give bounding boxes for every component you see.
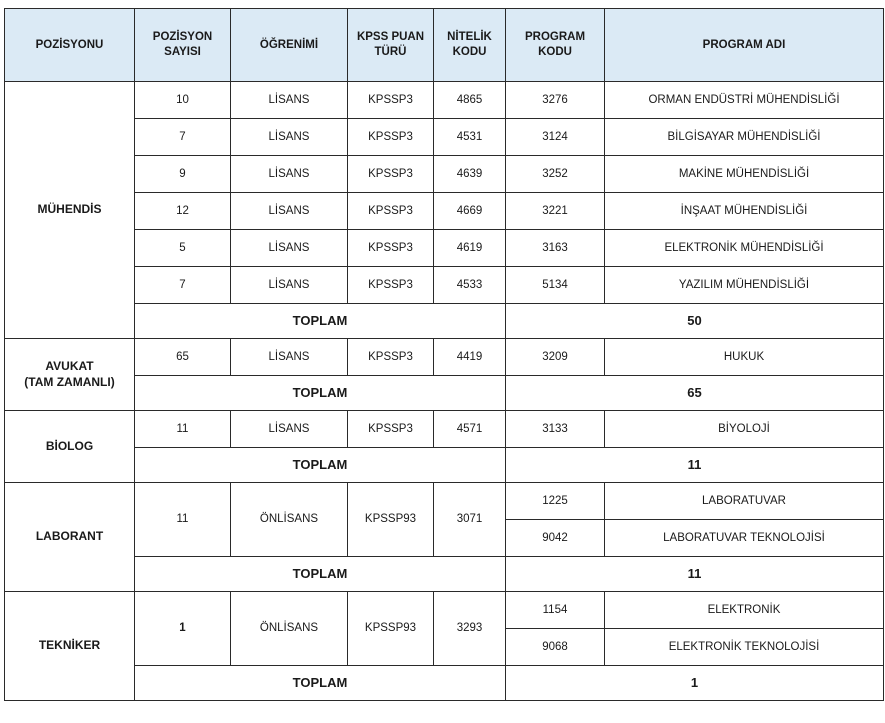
cell-ogrenim: LİSANS (231, 267, 348, 304)
cell-program-kodu: 5134 (506, 267, 605, 304)
cell-nitelik: 4865 (434, 82, 506, 119)
total-value: 11 (506, 448, 884, 483)
cell-program-kodu: 3133 (506, 411, 605, 448)
cell-program-kodu: 3124 (506, 119, 605, 156)
cell-sayi: 12 (135, 193, 231, 230)
cell-sayi: 65 (135, 339, 231, 376)
total-value: 65 (506, 376, 884, 411)
total-label: TOPLAM (135, 666, 506, 701)
cell-program-kodu: 1225 (506, 483, 605, 520)
cell-kpss: KPSSP3 (348, 156, 434, 193)
cell-program-adi: HUKUK (605, 339, 884, 376)
cell-kpss: KPSSP3 (348, 267, 434, 304)
total-row (5, 376, 884, 411)
cell-program-adi: BİLGİSAYAR MÜHENDİSLİĞİ (605, 119, 884, 156)
table-row (5, 193, 884, 230)
position-table (4, 8, 884, 701)
header-ogrenim: ÖĞRENİMİ (231, 9, 348, 82)
cell-kpss: KPSSP3 (348, 193, 434, 230)
table-row (5, 230, 884, 267)
cell-nitelik: 4531 (434, 119, 506, 156)
cell-program-adi: ELEKTRONİK (605, 592, 884, 629)
cell-program-adi: İNŞAAT MÜHENDİSLİĞİ (605, 193, 884, 230)
cell-sayi: 5 (135, 230, 231, 267)
total-row (5, 304, 884, 339)
cell-sayi: 10 (135, 82, 231, 119)
cell-nitelik: 3293 (434, 592, 506, 666)
table-row (5, 483, 884, 520)
total-value: 11 (506, 557, 884, 592)
cell-ogrenim: LİSANS (231, 339, 348, 376)
header-pozisyon: POZİSYONU (5, 9, 135, 82)
cell-nitelik: 4533 (434, 267, 506, 304)
cell-program-adi: BİYOLOJİ (605, 411, 884, 448)
cell-program-adi: ELEKTRONİK MÜHENDİSLİĞİ (605, 230, 884, 267)
cell-program-kodu: 3276 (506, 82, 605, 119)
position-biolog: BİOLOG (5, 411, 135, 483)
document-page (4, 8, 883, 701)
position-tekniker: TEKNİKER (5, 592, 135, 701)
cell-sayi: 11 (135, 483, 231, 557)
header-program-adi: PROGRAM ADI (605, 9, 884, 82)
cell-sayi: 9 (135, 156, 231, 193)
cell-program-kodu: 9042 (506, 520, 605, 557)
cell-kpss: KPSSP3 (348, 230, 434, 267)
cell-sayi: 7 (135, 267, 231, 304)
cell-program-adi: MAKİNE MÜHENDİSLİĞİ (605, 156, 884, 193)
cell-program-adi: ELEKTRONİK TEKNOLOJİSİ (605, 629, 884, 666)
total-label: TOPLAM (135, 557, 506, 592)
position-line-1: AVUKAT (45, 358, 94, 373)
cell-program-adi: LABORATUVAR (605, 483, 884, 520)
cell-nitelik: 4419 (434, 339, 506, 376)
table-row (5, 592, 884, 629)
position-laborant: LABORANT (5, 483, 135, 592)
total-label: TOPLAM (135, 448, 506, 483)
total-row (5, 448, 884, 483)
cell-program-kodu: 3221 (506, 193, 605, 230)
cell-ogrenim: ÖNLİSANS (231, 592, 348, 666)
cell-program-adi: YAZILIM MÜHENDİSLİĞİ (605, 267, 884, 304)
cell-nitelik: 3071 (434, 483, 506, 557)
cell-ogrenim: LİSANS (231, 193, 348, 230)
cell-nitelik: 4571 (434, 411, 506, 448)
cell-program-kodu: 3209 (506, 339, 605, 376)
cell-program-kodu: 3163 (506, 230, 605, 267)
total-label: TOPLAM (135, 304, 506, 339)
cell-nitelik: 4669 (434, 193, 506, 230)
table-row (5, 156, 884, 193)
cell-kpss: KPSSP93 (348, 592, 434, 666)
table-row (5, 411, 884, 448)
total-row (5, 666, 884, 701)
cell-ogrenim: LİSANS (231, 156, 348, 193)
position-line-2: (TAM ZAMANLI) (24, 374, 115, 389)
header-row (5, 9, 884, 82)
header-program-kodu: PROGRAM KODU (506, 9, 605, 82)
cell-ogrenim: LİSANS (231, 411, 348, 448)
cell-program-kodu: 9068 (506, 629, 605, 666)
total-row (5, 557, 884, 592)
cell-kpss: KPSSP3 (348, 411, 434, 448)
cell-sayi: 7 (135, 119, 231, 156)
cell-kpss: KPSSP3 (348, 339, 434, 376)
position-avukat (5, 339, 135, 411)
table-row (5, 119, 884, 156)
cell-program-adi: ORMAN ENDÜSTRİ MÜHENDİSLİĞİ (605, 82, 884, 119)
cell-nitelik: 4619 (434, 230, 506, 267)
cell-ogrenim: LİSANS (231, 82, 348, 119)
cell-kpss: KPSSP93 (348, 483, 434, 557)
cell-ogrenim: ÖNLİSANS (231, 483, 348, 557)
cell-program-kodu: 1154 (506, 592, 605, 629)
cell-program-adi: LABORATUVAR TEKNOLOJİSİ (605, 520, 884, 557)
position-muhendis: MÜHENDİS (5, 82, 135, 339)
cell-ogrenim: LİSANS (231, 230, 348, 267)
total-label: TOPLAM (135, 376, 506, 411)
header-nitelik: NİTELİK KODU (434, 9, 506, 82)
total-value: 50 (506, 304, 884, 339)
cell-ogrenim: LİSANS (231, 119, 348, 156)
cell-kpss: KPSSP3 (348, 82, 434, 119)
header-sayi: POZİSYON SAYISI (135, 9, 231, 82)
table-row (5, 82, 884, 119)
table-row (5, 267, 884, 304)
cell-nitelik: 4639 (434, 156, 506, 193)
table-row (5, 339, 884, 376)
cell-kpss: KPSSP3 (348, 119, 434, 156)
cell-sayi: 1 (135, 592, 231, 666)
total-value: 1 (506, 666, 884, 701)
header-kpss: KPSS PUAN TÜRÜ (348, 9, 434, 82)
cell-sayi: 11 (135, 411, 231, 448)
cell-program-kodu: 3252 (506, 156, 605, 193)
